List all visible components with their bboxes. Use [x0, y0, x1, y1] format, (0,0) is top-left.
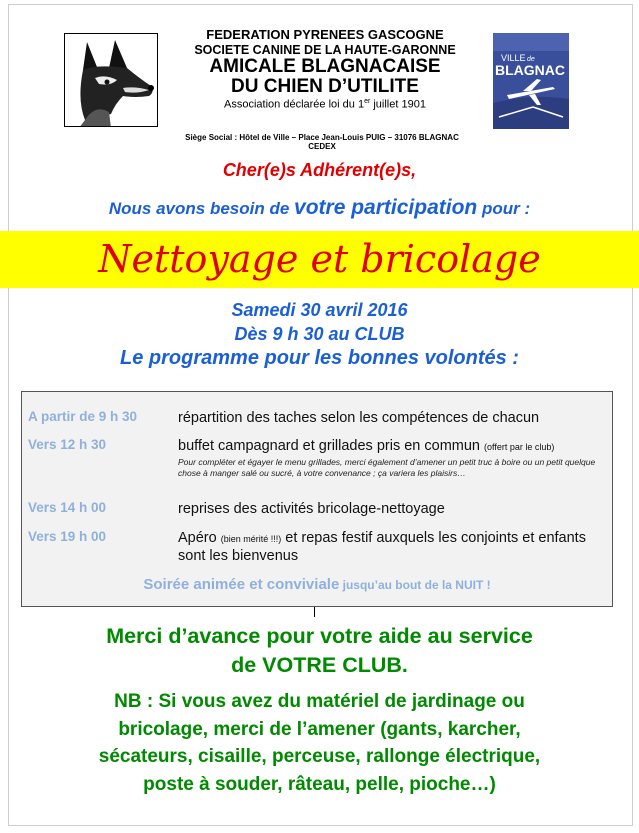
club-name-line1: AMICALE BLAGNACAISE — [209, 55, 441, 77]
schedule-desc: répartition des taches selon les compétences de chacun — [178, 410, 540, 426]
nb-note — [60, 688, 579, 798]
thanks-line1: Merci d’avance pour votre aide au service — [106, 624, 533, 648]
schedule-desc-text-end: et repas festif auxquels les conjoints et enfants sont les bienvenus — [178, 530, 586, 565]
club-header — [170, 28, 480, 111]
city-logo-de: de — [527, 56, 535, 63]
program-title: Le programme pour les bonnes volontés : — [120, 347, 519, 369]
schedule-time: A partir de 9 h 30 — [28, 409, 138, 424]
nb-line1: NB : Si vous avez du matériel de jardinage ou — [114, 691, 525, 712]
schedule-desc: reprises des activités bricolage-nettoyage — [178, 501, 445, 517]
schedule-desc — [178, 437, 598, 455]
divider-tick — [314, 607, 315, 617]
schedule-time: Vers 19 h 00 — [28, 529, 107, 544]
schedule-desc-small: (offert par le club) — [484, 442, 555, 452]
schedule-desc-text: buffet campagnard et grillades pris en commun — [178, 438, 485, 454]
club-name-line2: DU CHIEN D’UTILITE — [231, 76, 419, 98]
head-office-address: Siège Social : Hôtel de Ville – Place Jean-Louis PUIG – 31076 BLAGNAC CEDEX — [185, 133, 459, 151]
intro-part3: pour : — [477, 199, 531, 218]
schedule-desc-text: Apéro — [178, 530, 221, 546]
event-time: Dès 9 h 30 au CLUB — [234, 324, 405, 344]
evening-suffix: jusqu’au bout de la NUIT ! — [339, 578, 491, 592]
nb-line4: poste à souder, râteau, pelle, pioche…) — [143, 773, 496, 795]
schedule-desc — [178, 529, 598, 565]
assoc-text: Association déclarée loi du 1 — [224, 98, 365, 111]
blagnac-city-logo-icon — [493, 33, 569, 129]
dog-logo-icon — [64, 33, 158, 127]
city-logo-name: BLAGNAC — [495, 62, 565, 78]
thanks-line2: de VOTRE CLUB. — [231, 653, 408, 678]
thanks-message — [0, 622, 639, 680]
intro-part2: votre participation — [294, 196, 478, 219]
city-logo-ville: VILLE — [501, 53, 526, 63]
assoc-text-end: juillet 1901 — [370, 98, 426, 111]
intro-line — [0, 196, 639, 220]
schedule-desc-small: (bien mérité !!!) — [220, 534, 282, 544]
schedule-time: Vers 14 h 00 — [28, 500, 107, 515]
schedule-time: Vers 12 h 30 — [28, 437, 107, 452]
schedule-box — [21, 391, 613, 607]
assoc-sup: er — [364, 98, 371, 106]
society-name: SOCIETE CANINE DE LA HAUTE-GARONNE — [194, 42, 456, 57]
association-info — [170, 98, 480, 111]
federation-name: FEDERATION PYRENEES GASCOGNE — [206, 27, 444, 42]
nb-line2: bricolage, merci de l’amener (gants, karcher, — [118, 718, 521, 740]
intro-part1: Nous avons besoin de — [108, 199, 295, 218]
event-date: Samedi 30 avril 2016 — [231, 300, 408, 320]
evening-main: Soirée animée et conviviale — [143, 576, 340, 593]
event-title: Nettoyage et bricolage — [98, 237, 541, 281]
nb-line3: sécateurs, cisaille, perceuse, rallonge électrique, — [98, 746, 541, 768]
schedule-note: Pour compléter et égayer le menu grillades, merci également d’amener un petit truc à boire ou un petit quelque chose à manger salé ou sucré, à votre convenance ; ça variera les plaisirs… — [178, 457, 596, 479]
evening-line — [22, 576, 612, 594]
salutation: Cher(e)s Adhérent(e)s, — [222, 160, 417, 180]
